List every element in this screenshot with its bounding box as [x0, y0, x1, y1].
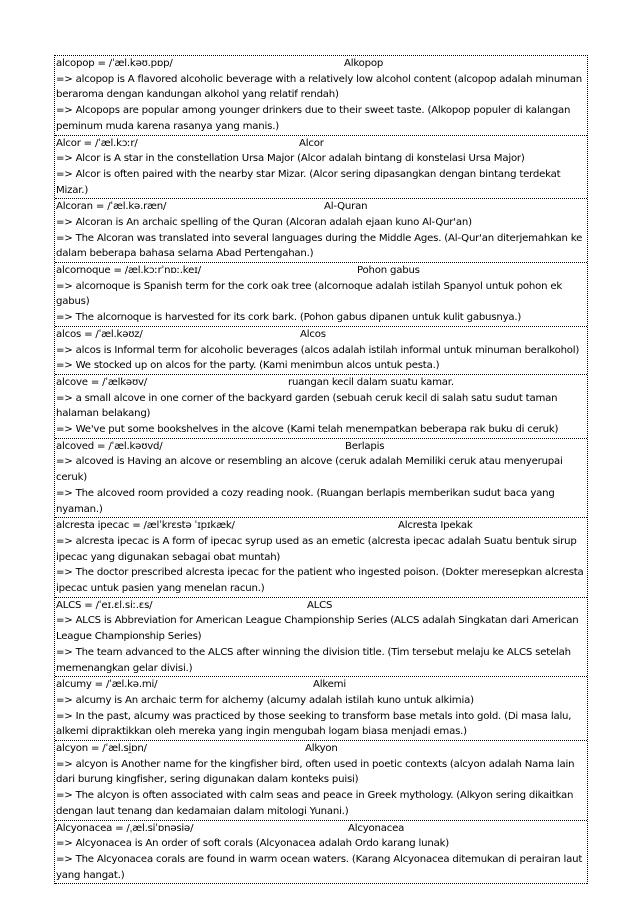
headword: alcumy = /ˈæl.kə.mi/ — [56, 679, 158, 691]
dictionary-entry — [55, 56, 587, 136]
definition: => a small alcove in one corner of the backyard garden (sebuah ceruk kecil di salah satu sudut taman halaman belakang) — [56, 392, 558, 420]
definition: => alcumy is An archaic term for alchemy (alcumy adalah istilah kuno untuk alkimia) — [56, 694, 474, 706]
headword: Alcyonacea = /ˌæl.siˈɒnəsiə/ — [56, 822, 194, 834]
example: => The Alcyonacea corals are found in warm ocean waters. (Karang Alcyonacea ditemukan di perairan laut yang hangat.) — [56, 853, 583, 881]
translation: ruangan kecil dalam suatu kamar. — [288, 376, 454, 388]
definition: => ALCS is Abbreviation for American League Championship Series (ALCS adalah Singkatan dari American League Championship Series) — [56, 615, 579, 643]
definition: => alcyon is Another name for the kingfisher bird, often used in poetic contexts (alcyon adalah Nama lain dari burung kingfisher, sering digunakan dalam konteks puisi) — [56, 758, 575, 786]
example: => Alcor is often paired with the nearby star Mizar. (Alcor sering dipasangkan dengan bintang terdekat Mizar.) — [56, 168, 561, 196]
headword: Alcoran = /ˈæl.kə.ræn/ — [56, 201, 167, 213]
translation: Alkopop — [344, 58, 384, 69]
entry-header — [56, 136, 586, 152]
entry-header — [56, 677, 586, 693]
headword: Alcor = /ˈæl.kɔːr/ — [56, 137, 138, 149]
entry-header — [56, 375, 586, 391]
example: => The alcornoque is harvested for its cork bark. (Pohon gabus dipanen untuk kulit gabusnya.) — [56, 312, 522, 324]
entry-header — [56, 439, 586, 455]
dictionary-entry — [55, 821, 587, 885]
dictionary-entry — [55, 677, 587, 741]
example: => The alcoved room provided a cozy reading nook. (Ruangan berlapis memberikan sudut baca yang nyaman.) — [56, 487, 555, 515]
translation: Alcor — [299, 137, 324, 149]
entry-header — [56, 56, 586, 72]
dictionary-entry — [55, 375, 587, 439]
entry-header — [56, 598, 586, 614]
dictionary-entry — [55, 598, 587, 678]
headword: alcyon = /ˈæl.si̯ɒn/ — [56, 743, 147, 755]
definition: => alcornoque is Spanish term for the cork oak tree (alcornoque adalah istilah Spanyol untuk pohon ek gabus) — [56, 280, 563, 308]
translation: Berlapis — [345, 440, 385, 452]
headword: alcornoque = /æl.kɔːrˈnɒː.keɪ/ — [56, 265, 201, 277]
example: => The alcyon is often associated with calm seas and peace in Greek mythology. (Alkyon sering dikaitkan dengan laut tenang dan kedamaian dalam mitologi Yunani.) — [56, 790, 574, 817]
definition: => alcoved is Having an alcove or resembling an alcove (ceruk adalah Memiliki ceruk atau menyerupai ceruk) — [56, 456, 563, 484]
example: => The team advanced to the ALCS after winning the division title. (Tim tersebut melaju ke ALCS setelah memenangkan gelar divisi.) — [56, 646, 571, 674]
headword: alcove = /ˈælkəʊv/ — [56, 376, 148, 388]
entry-header — [56, 821, 586, 837]
translation: Alcyonacea — [348, 822, 405, 834]
dictionary-entry — [55, 199, 587, 263]
entry-header — [56, 327, 586, 343]
definition: => Alcoran is An archaic spelling of the Quran (Alcoran adalah ejaan kuno Al-Qur'an) — [56, 216, 472, 228]
headword: alcresta ipecac = /ælˈkrɛstə ˈɪpɪkæk/ — [56, 520, 235, 532]
translation: Alkemi — [313, 679, 346, 691]
definition: => alcos is Informal term for alcoholic beverages (alcos adalah istilah informal untuk minuman beralkohol) — [56, 344, 580, 356]
dictionary-entry — [55, 518, 587, 598]
example: => We stocked up on alcos for the party. (Kami menimbun alcos untuk pesta.) — [56, 360, 440, 372]
dictionary-entry — [55, 327, 587, 375]
dictionary-entry — [55, 741, 587, 821]
entry-header — [56, 741, 586, 757]
example: => The doctor prescribed alcresta ipecac for the patient who ingested poison. (Dokter meresepkan alcresta ipecac untuk pasien yang menelan racun.) — [56, 567, 584, 595]
dictionary-sheet — [54, 55, 588, 884]
translation: Pohon gabus — [357, 265, 420, 277]
definition: => alcresta ipecac is A form of ipecac syrup used as an emetic (alcresta ipecac adalah Suatu bentuk sirup ipecac yang digunakan sebagai obat muntah) — [56, 535, 577, 563]
example: => In the past, alcumy was practiced by those seeking to transform base metals into gold. (Di masa lalu, alkemi dipraktikkan oleh mereka yang ingin mengubah logam biasa menjadi emas.) — [56, 710, 572, 738]
dictionary-entry — [55, 263, 587, 327]
translation: Alcos — [300, 328, 326, 340]
dictionary-entry — [55, 136, 587, 200]
definition: => Alcor is A star in the constellation Ursa Major (Alcor adalah bintang di konstelasi Ursa Major) — [56, 153, 525, 165]
definition: => Alcyonacea is An order of soft corals (Alcyonacea adalah Ordo karang lunak) — [56, 838, 450, 850]
headword: alcoved = /ˈæl.kəʊvd/ — [56, 440, 163, 452]
example: => The Alcoran was translated into several languages during the Middle Ages. (Al-Qur'an diterjemahkan ke dalam beberapa bahasa selama Abad Pertengahan.) — [56, 232, 583, 260]
entry-header — [56, 199, 586, 215]
entry-header — [56, 263, 586, 279]
translation: Alkyon — [305, 743, 338, 755]
example: => Alcopops are popular among younger drinkers due to their sweet taste. (Alkopop populer di kalangan peminum muda karena rasanya yang manis.) — [56, 105, 571, 132]
dictionary-entry — [55, 439, 587, 519]
translation: Al-Quran — [324, 201, 368, 213]
headword: alcos = /ˈæl.kəʊz/ — [56, 328, 143, 340]
headword: ALCS = /ˈeɪ.ɛl.siː.ɛs/ — [56, 599, 153, 611]
translation: Alcresta Ipekak — [398, 520, 473, 532]
translation: ALCS — [307, 599, 333, 611]
definition: => alcopop is A flavored alcoholic beverage with a relatively low alcohol content (alcopop adalah minuman beraroma dengan kandungan alkohol yang relatif rendah) — [56, 73, 582, 101]
headword: alcopop = /ˈæl.kəʊ.pɒp/ — [56, 58, 173, 69]
example: => We've put some bookshelves in the alcove (Kami telah menempatkan beberapa rak buku di ceruk) — [56, 424, 559, 436]
entry-header — [56, 518, 586, 534]
